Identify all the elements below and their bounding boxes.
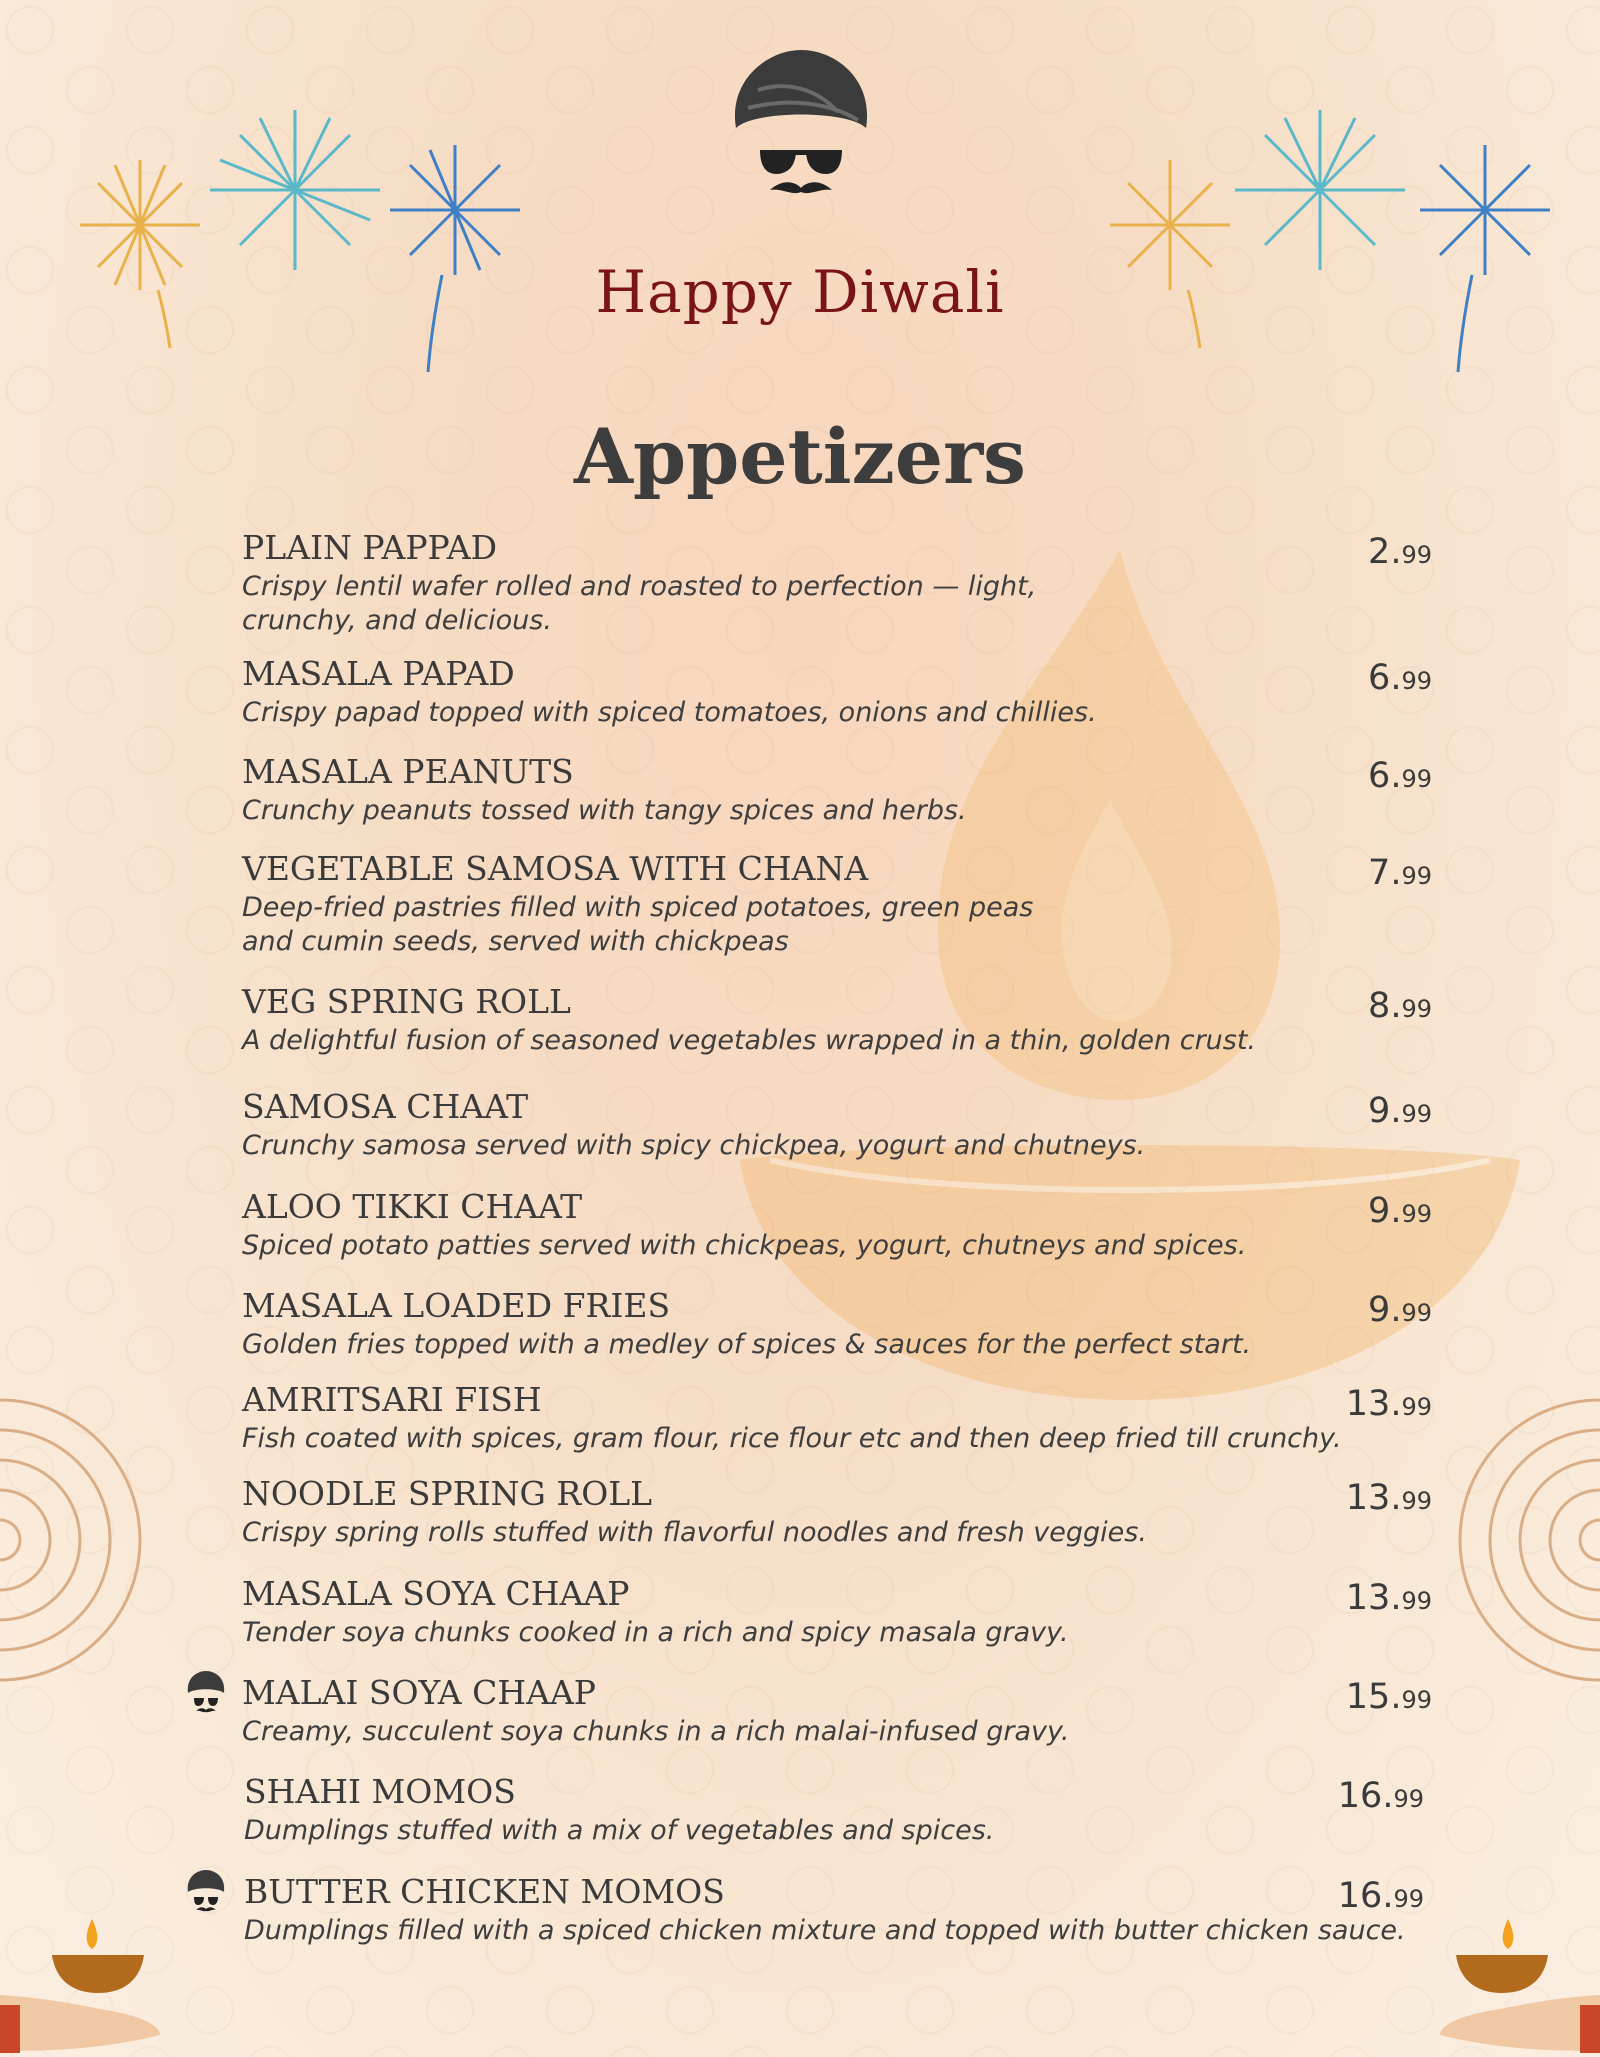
item-price: 13.99 xyxy=(1345,1384,1432,1424)
item-description: Crispy lentil wafer rolled and roasted to perfection — light, crunchy, and delicious. xyxy=(242,571,1037,636)
section-title: Appetizers xyxy=(574,412,1026,501)
menu-item xyxy=(242,1476,1432,1550)
item-description: Tender soya chunks cooked in a rich and spicy masala gravy. xyxy=(242,1617,1069,1648)
menu-item xyxy=(242,1089,1432,1163)
item-name: MALAI SOYA CHAAP xyxy=(242,1673,596,1712)
item-price: 6.99 xyxy=(1368,756,1432,796)
item-name: NOODLE SPRING ROLL xyxy=(242,1474,653,1513)
item-name: SHAHI MOMOS xyxy=(244,1772,516,1811)
item-description: Fish coated with spices, gram flour, rice flour etc and then deep fried till crunchy. xyxy=(242,1423,1342,1454)
item-name: MASALA PEANUTS xyxy=(242,752,574,791)
item-name: BUTTER CHICKEN MOMOS xyxy=(244,1872,725,1911)
menu-item xyxy=(242,1189,1432,1263)
item-name: ALOO TIKKI CHAAT xyxy=(242,1187,583,1226)
item-name: SAMOSA CHAAT xyxy=(242,1087,529,1126)
item-name: MASALA LOADED FRIES xyxy=(242,1286,671,1325)
menu-item xyxy=(244,1874,1424,1948)
item-price: 9.99 xyxy=(1368,1290,1432,1330)
item-description: Deep-fried pastries filled with spiced potatoes, green peas and cumin seeds, served with chickpeas xyxy=(242,892,1034,957)
item-name: VEG SPRING ROLL xyxy=(242,982,571,1021)
menu-item xyxy=(242,1382,1432,1456)
item-price: 13.99 xyxy=(1345,1478,1432,1518)
greeting-title: Happy Diwali xyxy=(595,258,1005,326)
menu-item xyxy=(242,1576,1432,1650)
item-price: 8.99 xyxy=(1368,986,1432,1026)
item-description: Crispy papad topped with spiced tomatoes, onions and chillies. xyxy=(242,697,1097,728)
item-price: 7.99 xyxy=(1368,853,1432,893)
item-price: 15.99 xyxy=(1345,1677,1432,1717)
item-price: 16.99 xyxy=(1337,1776,1424,1816)
item-description: Dumplings stuffed with a mix of vegetables and spices. xyxy=(244,1815,995,1846)
item-price: 9.99 xyxy=(1368,1191,1432,1231)
item-name: MASALA SOYA CHAAP xyxy=(242,1574,630,1613)
menu-item xyxy=(242,1288,1432,1362)
menu-item xyxy=(242,1675,1432,1749)
item-description: Crispy spring rolls stuffed with flavorful noodles and fresh veggies. xyxy=(242,1517,1147,1548)
item-description: Crunchy peanuts tossed with tangy spices and herbs. xyxy=(242,795,967,826)
item-price: 2.99 xyxy=(1368,532,1432,572)
item-price: 16.99 xyxy=(1337,1876,1424,1916)
item-name: VEGETABLE SAMOSA WITH CHANA xyxy=(242,849,869,888)
menu-item xyxy=(242,530,1432,638)
menu-item xyxy=(242,754,1432,828)
item-name: AMRITSARI FISH xyxy=(242,1380,542,1419)
item-description: Crunchy samosa served with spicy chickpea, yogurt and chutneys. xyxy=(242,1130,1146,1161)
chef-special-icon xyxy=(186,1671,226,1713)
item-description: Dumplings filled with a spiced chicken mixture and topped with butter chicken sauce. xyxy=(244,1915,1406,1946)
item-description: Golden fries topped with a medley of spices & sauces for the perfect start. xyxy=(242,1329,1252,1360)
menu-item xyxy=(242,656,1432,730)
chef-special-icon xyxy=(186,1870,226,1912)
menu-item xyxy=(242,851,1432,959)
menu-item xyxy=(244,1774,1424,1848)
item-name: PLAIN PAPPAD xyxy=(242,528,498,567)
item-price: 13.99 xyxy=(1345,1578,1432,1618)
menu-item xyxy=(242,984,1432,1058)
item-description: A delightful fusion of seasoned vegetables wrapped in a thin, golden crust. xyxy=(242,1025,1257,1056)
item-description: Creamy, succulent soya chunks in a rich malai-infused gravy. xyxy=(242,1716,1070,1747)
item-price: 9.99 xyxy=(1368,1091,1432,1131)
item-name: MASALA PAPAD xyxy=(242,654,515,693)
item-description: Spiced potato patties served with chickpeas, yogurt, chutneys and spices. xyxy=(242,1230,1247,1261)
item-price: 6.99 xyxy=(1368,658,1432,698)
